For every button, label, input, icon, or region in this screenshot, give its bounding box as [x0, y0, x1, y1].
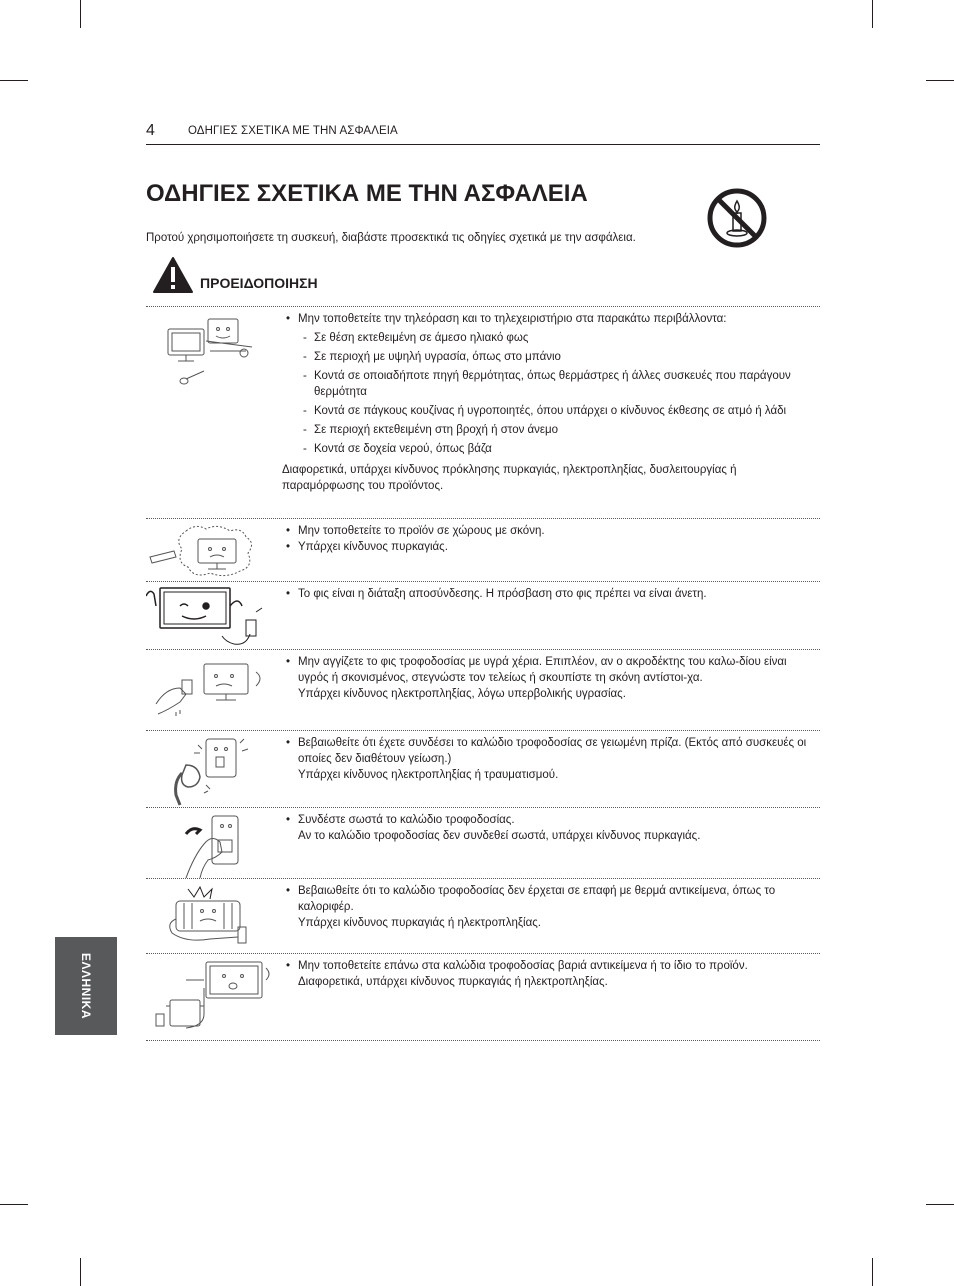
row-text [282, 586, 818, 602]
safety-row [146, 518, 820, 581]
bullet-text: • Βεβαιωθείτε ότι έχετε συνδέσει το καλώδιο τροφοδοσίας σε γειωμένη πρίζα. (Εκτός από συσκευές οι οποίες δεν διαθέτουν γείωση.) [282, 735, 818, 767]
safety-row [146, 581, 820, 649]
page-title: ΟΔΗΓΙΕΣ ΣΧΕΤΙΚΑ ΜΕ ΤΗΝ ΑΣΦΑΛΕΙΑ [146, 180, 588, 207]
safety-table [146, 306, 820, 1041]
crop-mark [926, 1204, 954, 1205]
bullet-text: • Μην τοποθετείτε επάνω στα καλώδια τροφοδοσίας βαριά αντικείμενα ή το ίδιο το προϊόν. [282, 958, 818, 974]
dash-item: - Κοντά σε πάγκους κουζίνας ή υγροποιητές, όπου υπάρχει ο κίνδυνος έκθεσης σε ατμό ή λάδι [282, 403, 818, 419]
safety-row [146, 807, 820, 878]
dash-item: - Σε περιοχή με υψηλή υγρασία, όπως στο μπάνιο [282, 349, 818, 365]
bullet-text: • Το φις είναι η διάταξη αποσύνδεσης. Η πρόσβαση στο φις πρέπει να είναι άνετη. [282, 586, 818, 602]
row-text [282, 654, 818, 702]
bullet-text: • Μην αγγίζετε το φις τροφοδοσίας με υγρά χέρια. Επιπλέον, αν ο ακροδέκτης του καλω-δίου είναι υγρός ή σκονισμένος, στεγνώστε τον τελείως ή σκουπίστε τη σκόνη αντίστοι-χα. [282, 654, 818, 686]
bullet-text: • Μην τοποθετείτε την τηλεόραση και το τηλεχειριστήριο στα παρακάτω περιβάλλοντα: [282, 311, 818, 327]
crop-mark [0, 80, 28, 81]
dash-item: - Κοντά σε οποιαδήποτε πηγή θερμότητας, όπως θερμάστρες ή άλλες συσκευές που παράγουν θερμότητα [282, 368, 818, 400]
intro-text: Προτού χρησιμοποιήσετε τη συσκευή, διαβάστε προσεκτικά τις οδηγίες σχετικά με την ασφάλεια. [146, 232, 636, 244]
plug-insertion-illustration [146, 812, 276, 878]
row-text [282, 735, 818, 783]
safety-row [146, 306, 820, 518]
crop-mark [80, 1258, 81, 1286]
safety-row [146, 649, 820, 730]
heavy-object-on-cable-illustration [146, 958, 276, 1038]
grounded-outlet-illustration [146, 735, 276, 807]
tv-plug-disconnect-illustration [146, 586, 276, 650]
running-title: ΟΔΗΓΙΕΣ ΣΧΕΤΙΚΑ ΜΕ ΤΗΝ ΑΣΦΑΛΕΙΑ [188, 125, 398, 137]
crop-mark [80, 0, 81, 28]
language-tab-label: ΕΛΛΗΝΙΚΑ [79, 952, 93, 1020]
row-text [282, 958, 818, 990]
page-header [146, 120, 820, 145]
bullet-text: • Μην τοποθετείτε το προϊόν σε χώρους με σκόνη. [282, 523, 818, 539]
no-open-flame-icon [706, 187, 768, 249]
warning-heading: ΠΡΟΕΙΔΟΠΟΙΗΣΗ [200, 275, 318, 291]
cable-near-heater-illustration [146, 883, 276, 953]
safety-row [146, 953, 820, 1041]
wet-hand-plug-illustration [146, 654, 276, 724]
bullet-text: • Συνδέστε σωστά το καλώδιο τροφοδοσίας. [282, 812, 818, 828]
warning-triangle-icon [152, 256, 194, 294]
crop-mark [0, 1204, 28, 1205]
crop-mark [926, 80, 954, 81]
language-tab [55, 937, 117, 1035]
sub-text: Υπάρχει κίνδυνος ηλεκτροπληξίας ή τραυματισμού. [298, 769, 559, 781]
crop-mark [872, 1258, 873, 1286]
tv-in-dust-illustration [146, 523, 276, 583]
dash-item: - Κοντά σε δοχεία νερού, όπως βάζα [282, 441, 818, 457]
note-text: Διαφορετικά, υπάρχει κίνδυνος πρόκλησης πυρκαγιάς, ηλεκτροπληξίας, δυσλειτουργίας ή παραμόρφωσης του προϊόντος. [282, 464, 737, 492]
row-text [282, 311, 818, 494]
sub-text: Διαφορετικά, υπάρχει κίνδυνος πυρκαγιάς ή ηλεκτροπληξίας. [298, 976, 608, 988]
sub-text: Υπάρχει κίνδυνος πυρκαγιάς ή ηλεκτροπληξίας. [298, 917, 541, 929]
tv-in-sunlight-illustration [146, 311, 276, 391]
dash-item: - Σε περιοχή εκτεθειμένη στη βροχή ή στον άνεμο [282, 422, 818, 438]
safety-row [146, 878, 820, 953]
page-number: 4 [146, 122, 155, 139]
bullet-text: • Βεβαιωθείτε ότι το καλώδιο τροφοδοσίας δεν έρχεται σε επαφή με θερμά αντικείμενα, όπως το καλοριφέρ. [282, 883, 818, 915]
sub-text: Υπάρχει κίνδυνος ηλεκτροπληξίας, λόγω υπερβολικής υγρασίας. [298, 688, 626, 700]
safety-row [146, 730, 820, 807]
sub-text [282, 539, 818, 555]
row-text [282, 523, 818, 555]
row-text [282, 812, 818, 844]
sub-text-content: Υπάρχει κίνδυνος πυρκαγιάς. [298, 541, 448, 553]
row-text [282, 883, 818, 931]
dash-item: - Σε θέση εκτεθειμένη σε άμεσο ηλιακό φως [282, 330, 818, 346]
sub-text: Αν το καλώδιο τροφοδοσίας δεν συνδεθεί σωστά, υπάρχει κίνδυνος πυρκαγιάς. [298, 830, 701, 842]
crop-mark [872, 0, 873, 28]
